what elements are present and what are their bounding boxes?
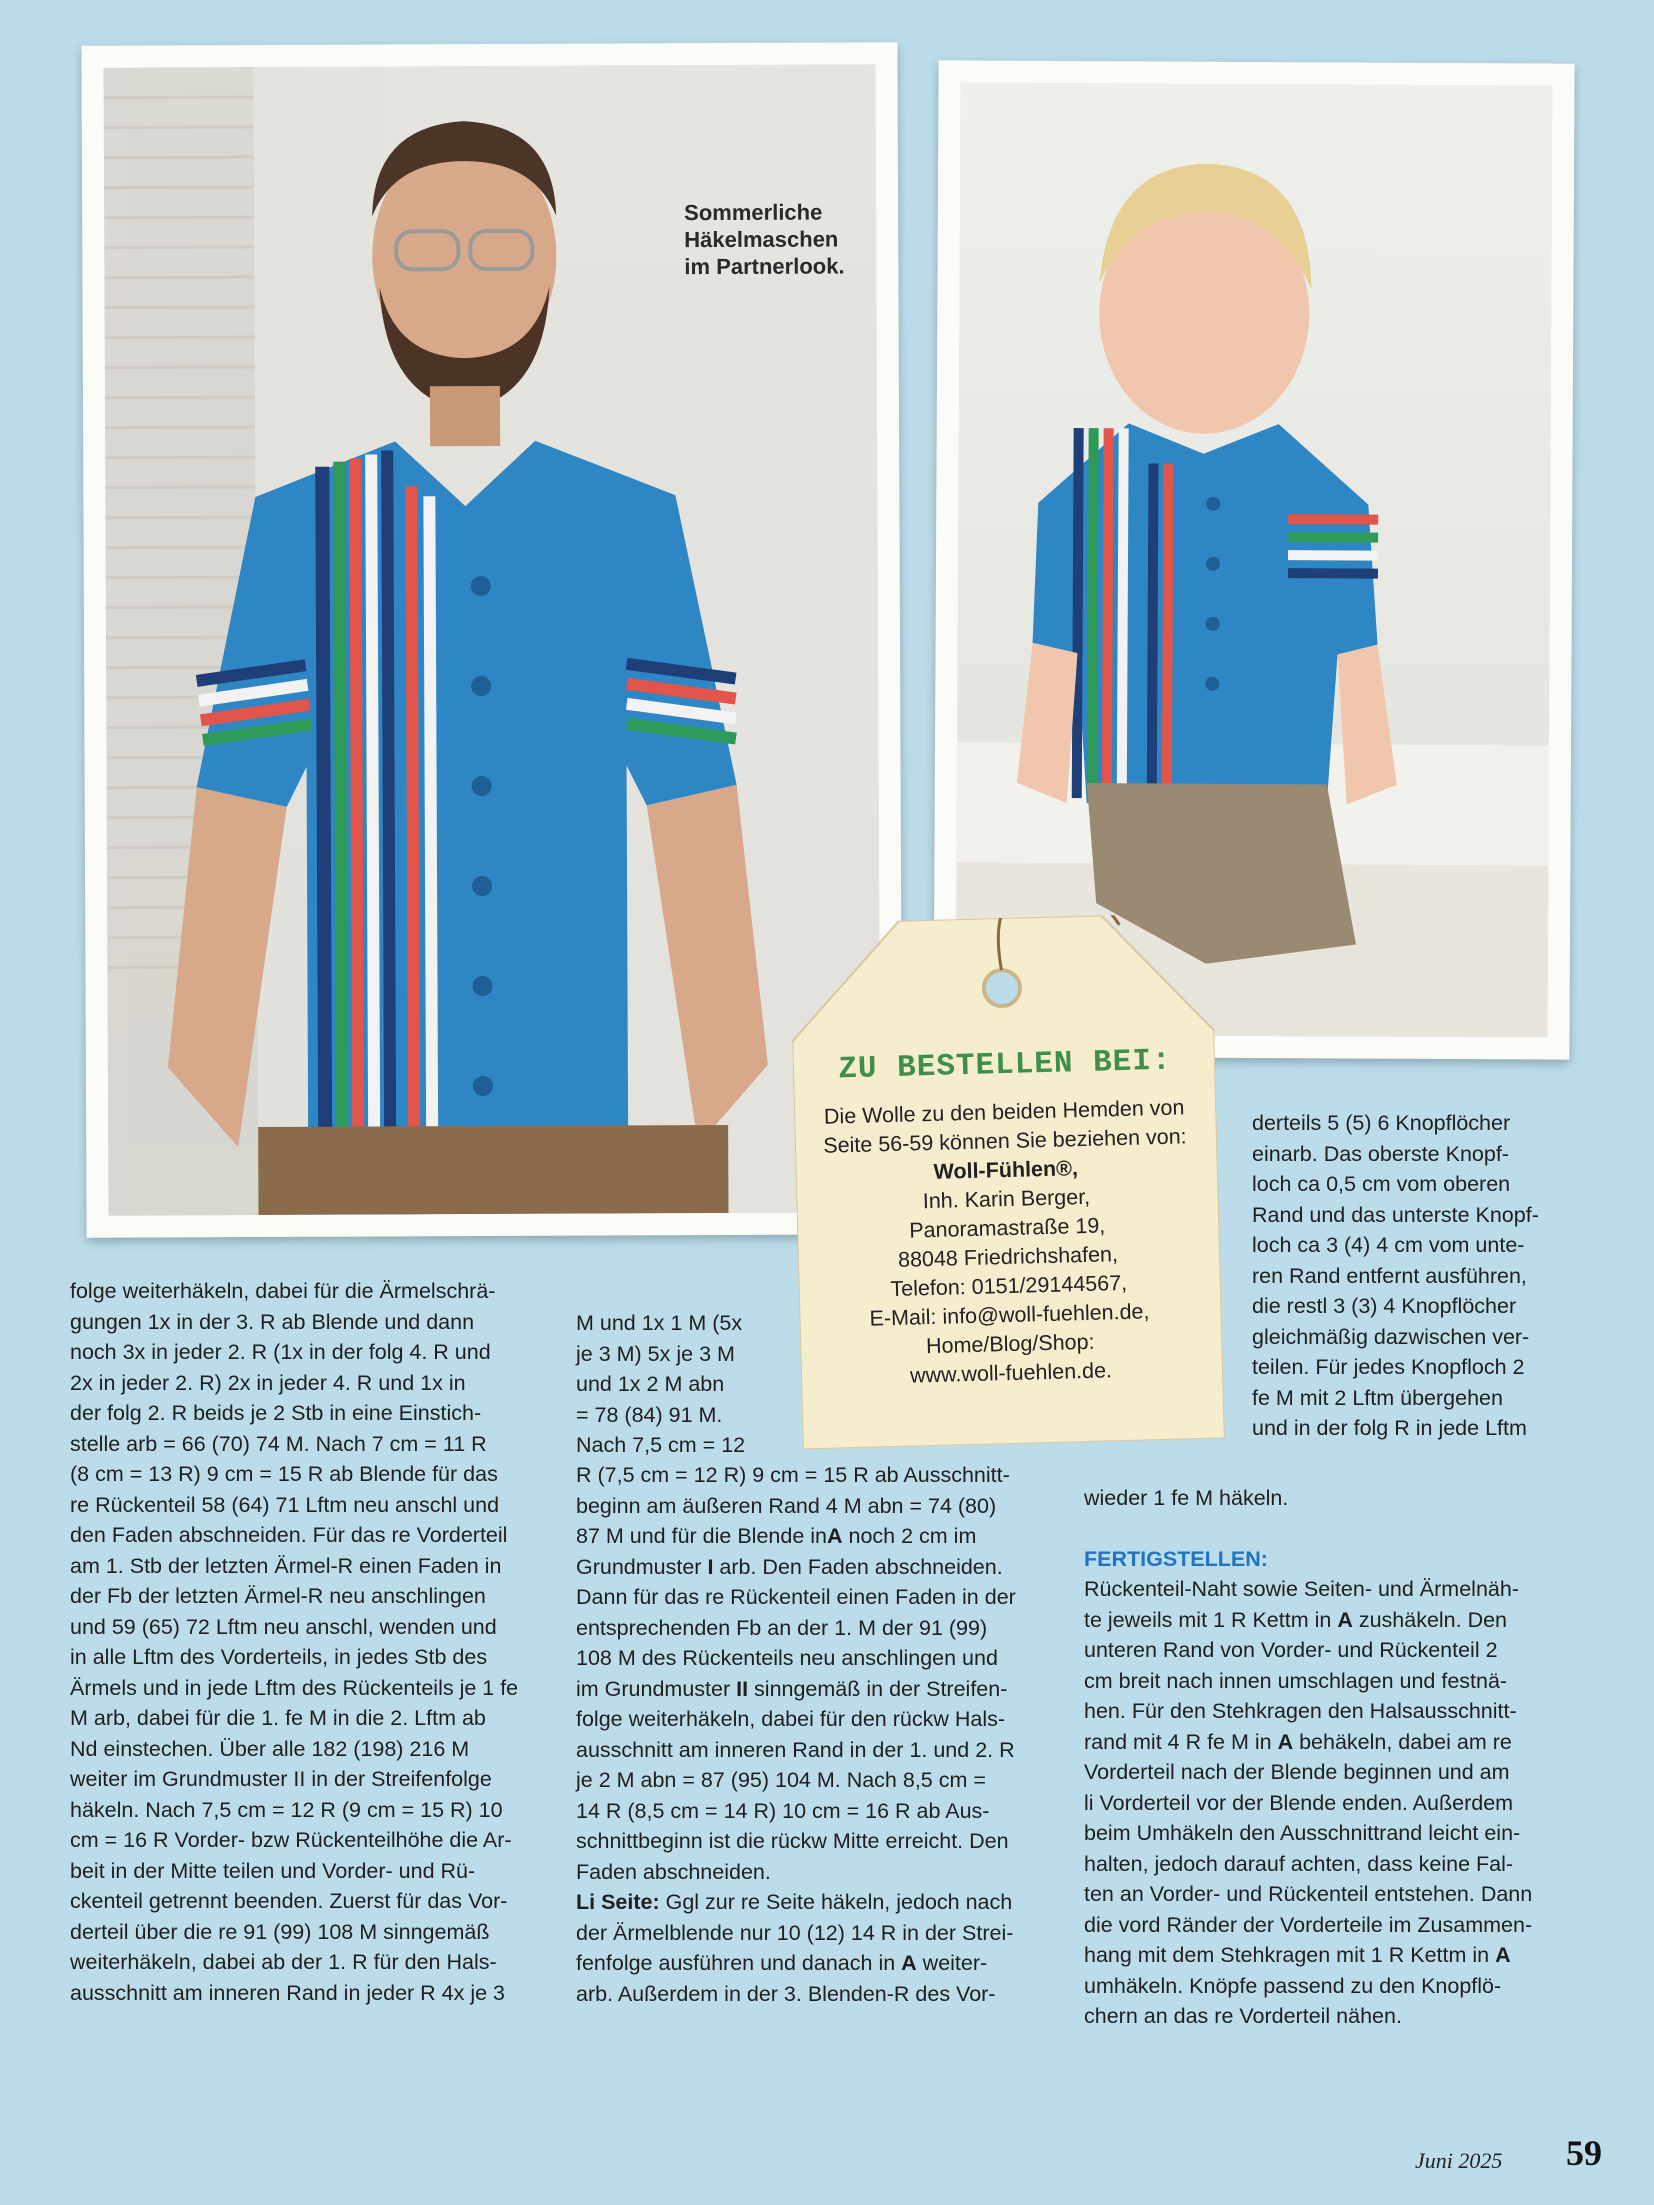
photo-man-shirt <box>81 42 902 1238</box>
photo-caption: Sommerliche Häkelmaschen im Partnerlook. <box>684 199 845 280</box>
li-seite-label: Li Seite: <box>576 1890 660 1914</box>
text-column-3: wieder 1 fe M häkeln. FERTIGSTELLEN: Rückenteil-Naht sowie Seiten- und Ärmelnäh- te jeweils mit 1 R Kettm in A zushäkeln. Den unteren Rand von Vorder- und Rückenteil 2 cm breit nach innen umschlagen und festnä- hen. Für den Stehkragen den Halsausschnitt- rand mit 4 R fe M in A behäkeln, dabei am re Vorderteil nach der Blende beginnen und am li Vorderteil vor der Blende enden. Außerdem beim Umhäkeln den Ausschnittrand leicht ein- halten, jedoch darauf achten, dass keine Fal- ten an Vorder- und Rückenteil entstehen. Dann die vord Ränder der Vorderteile im Zusammen- hang mit dem Stehkragen mit 1 R Kettm in A umhäkeln. Knöpfe passend zu den Knopflö- chern an das re Vorderteil nähen. <box>1084 1483 1574 2032</box>
photo-child-image <box>956 82 1553 1037</box>
text-column-1: folge weiterhäkeln, dabei für die Ärmelschrä- gungen 1x in der 3. R ab Blende und dann noch 3x in jeder 2. R (1x in der folg 4. R und 2x in jeder 2. R) 2x in jeder 4. R und 1x in der folg 2. R beids je 2 Stb in eine Einstich- stelle arb = 66 (70) 74 M. Nach 7 cm = 11 R (8 cm = 13 R) 9 cm = 15 R ab Blende für das re Rückenteil 58 (64) 71 Lftm neu anschl und den Faden abschneiden. Für das re Vorderteil am 1. Stb der letzten Ärmel-R einen Faden in der Fb der letzten Ärmel-R neu anschlingen und 59 (65) 72 Lftm neu anschl, wenden und in alle Lftm des Vorderteils, in jedes Stb des Ärmels und in jede Lftm des Rückenteils je 1 fe M arb, dabei für die 1. fe M in die 2. Lftm ab Nd einstechen. Über alle 182 (198) 216 M weiter im Grundmuster II in der Streifenfolge häkeln. Nach 7,5 cm = 12 R (9 cm = 15 R) 10 cm = 16 R Vorder- bzw Rückenteilhöhe die Ar- beit in der Mitte teilen und Vorder- und Rü- ckenteil getrennt beenden. Zuerst für das Vor- derteil über die re 91 (99) 108 M sinngemäß weiterhäkeln, dabei ab der 1. R für den Hals- ausschnitt am inneren Rand in jeder R 4x je 3 <box>70 1279 519 2005</box>
photo-child-shirt <box>933 60 1574 1059</box>
photo-man-image <box>103 64 880 1215</box>
text-column-2: R (7,5 cm = 12 R) 9 cm = 15 R ab Ausschnitt- beginn am äußeren Rand 4 M abn = 74 (80) 87 M und für die Blende inA noch 2 cm im Grundmuster I arb. Den Faden abschneiden. Dann für das re Rückenteil einen Faden in der entsprechenden Fb an der 1. M der 91 (99) 108 M des Rückenteils neu anschlingen und im Grundmuster II sinngemäß in der Streifen- folge weiterhäkeln, dabei für den rückw Hals- ausschnitt am inneren Rand in der 1. und 2. R je 2 M abn = 87 (95) 104 M. Nach 8,5 cm = 14 R (8,5 cm = 14 R) 10 cm = 16 R ab Aus- schnittbeginn ist die rückw Mitte erreicht. Den Faden abschneiden. Li Seite: Ggl zur re Seite häkeln, jedoch nach der Ärmelblende nur 10 (12) 14 R in der Strei- fenfolge ausführen und danach in A weiter- arb. Außerdem in der 3. Blenden-R des Vor- <box>576 1463 1016 2006</box>
issue-date: Juni 2025 <box>1415 2148 1503 2173</box>
tag-address: Die Wolle zu den beiden Hemden von Seite 56-59 können Sie beziehen von: Woll-Fühlen®, Inh. Karin Berger, Panoramastraße 19, 88048 Friedrichshafen, Telefon: 0151/29144567, E-Mail: info@woll-fuehlen.de, Home/Blog/Shop: www.woll-fuehlen.de. <box>822 1095 1187 1388</box>
tag-eyelet <box>983 970 1020 1007</box>
order-hang-tag <box>789 913 1225 1450</box>
page-number: 59 <box>1566 2133 1602 2173</box>
child-illustration <box>956 82 1553 1037</box>
text-column-2-top: M und 1x 1 M (5x je 3 M) 5x je 3 M und 1x 2 M abn = 78 (84) 91 M. Nach 7,5 cm = 12 <box>576 1311 746 1457</box>
tag-heading: ZU BESTELLEN BEI: <box>837 1043 1173 1088</box>
text-column-3-top: derteils 5 (5) 6 Knopflöcher einarb. Das oberste Knopf- loch ca 0,5 cm vom oberen Rand und das unterste Knopf- loch ca 3 (4) 4 cm vom unte- ren Rand entfernt ausführen, die restl 3 (3) 4 Knopflöcher gleichmäßig dazwischen ver- teilen. Für jedes Knopfloch 2 fe M mit 2 Lftm übergehen und in der folg R in jede Lftm <box>1252 1111 1539 1440</box>
fertigstellen-heading: FERTIGSTELLEN: <box>1084 1546 1268 1571</box>
